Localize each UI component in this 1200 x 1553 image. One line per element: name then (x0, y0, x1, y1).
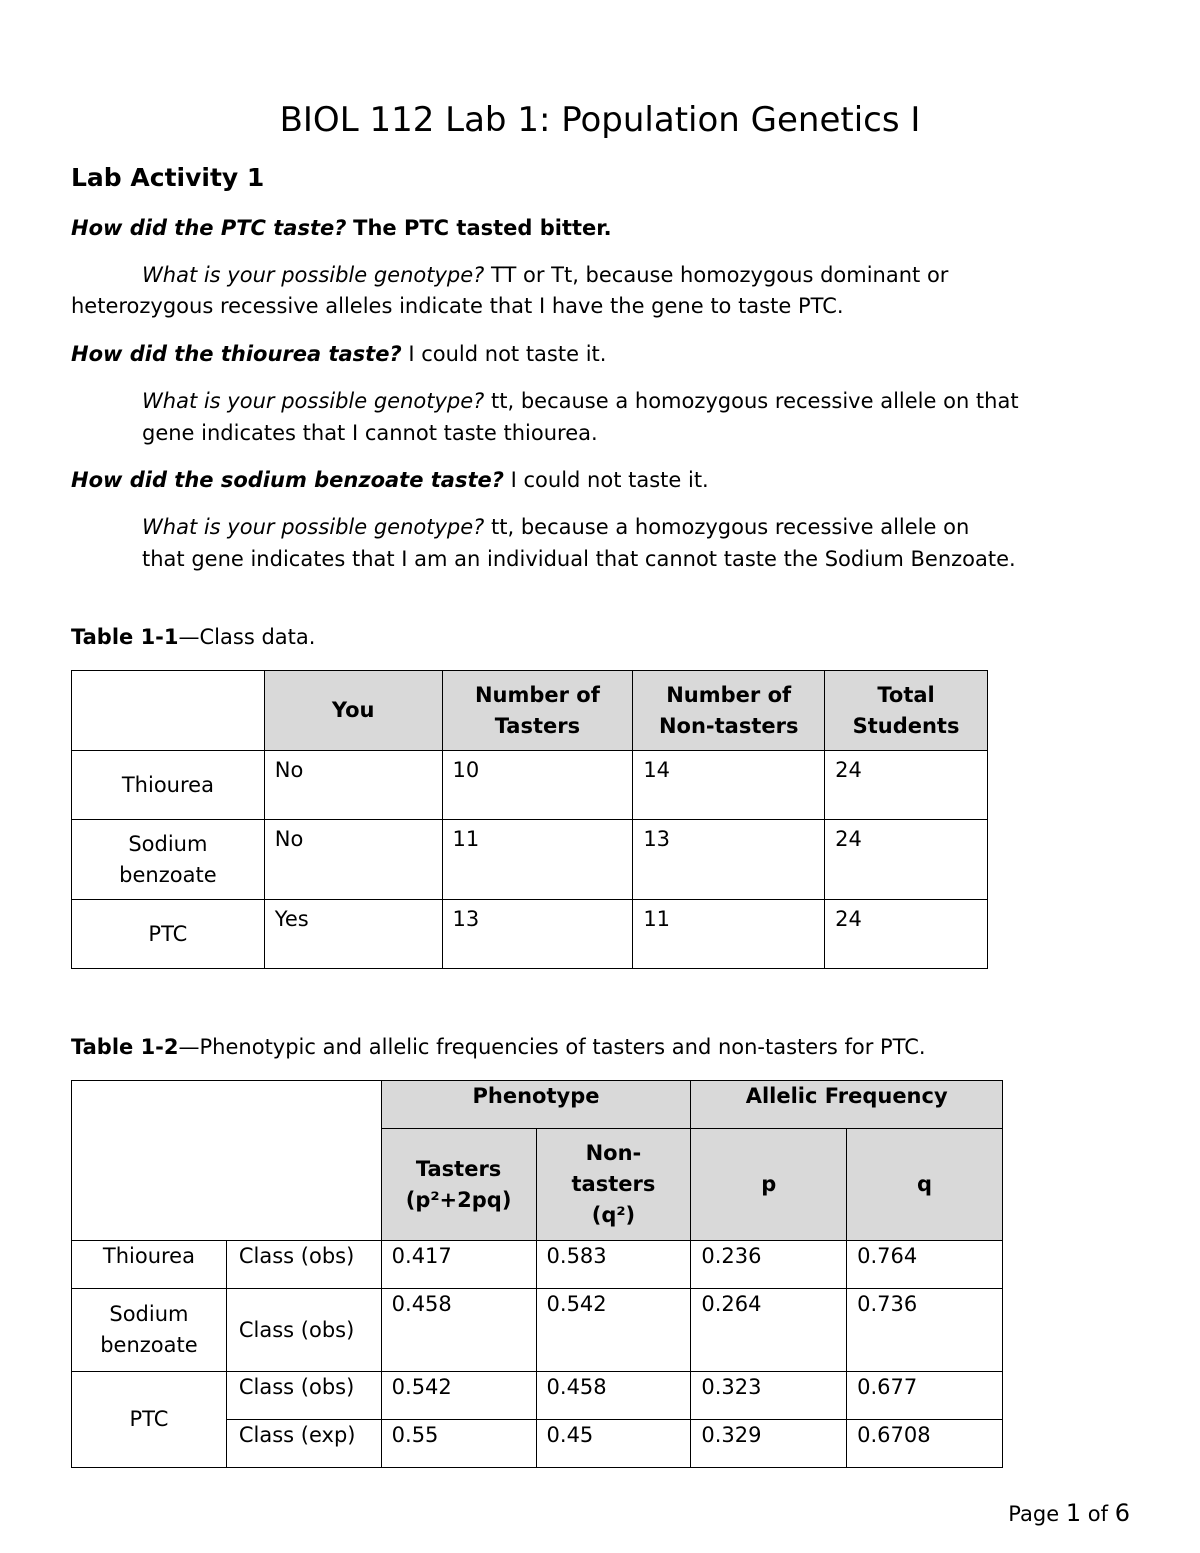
header-tasters-line2: (p²+2pq) (405, 1187, 512, 1212)
table-row (72, 900, 988, 969)
table1-header-total (825, 671, 988, 751)
table-row (72, 1289, 1003, 1372)
table2-header-nontasters (536, 1129, 691, 1241)
row-label (72, 820, 265, 900)
cell-p: 0.329 (691, 1420, 847, 1468)
of-word: of (1087, 1502, 1109, 1526)
cell-nontasters: 0.542 (536, 1289, 691, 1372)
cell-q: 0.677 (847, 1372, 1003, 1420)
genotype-ptc-question: What is your possible genotype? (142, 263, 485, 287)
cell-q: 0.736 (847, 1289, 1003, 1372)
table1-caption-label: Table 1-1 (71, 625, 179, 649)
answer-sodium-benzoate-text: I could not taste it. (510, 468, 709, 492)
table-row (72, 820, 988, 900)
row-group-text: Thiourea (102, 1244, 195, 1268)
cell-nontasters: 13 (633, 820, 825, 900)
cell-p: 0.323 (691, 1372, 847, 1420)
table2-caption (71, 1031, 926, 1063)
cell-total: 24 (825, 820, 988, 900)
table-row (72, 751, 988, 820)
cell-p: 0.264 (691, 1289, 847, 1372)
header-q-text: q (917, 1172, 933, 1196)
genotype-thiourea-line2: gene indicates that I cannot taste thiourea. (142, 421, 598, 445)
cell-total: 24 (825, 900, 988, 969)
header-you-text: You (331, 698, 375, 722)
class-data-table (71, 670, 988, 969)
cell-nontasters: 0.45 (536, 1420, 691, 1468)
cell-class: Class (obs) (226, 1289, 381, 1372)
table-row (72, 1241, 1003, 1289)
question-thiourea (71, 338, 606, 370)
genotype-sodium-benzoate-answer: tt, because a homozygous recessive allele on (491, 515, 970, 539)
cell-nontasters: 0.583 (536, 1241, 691, 1289)
header-allelic-text: Allelic Frequency (745, 1084, 948, 1108)
header-tasters-line1: Number of (474, 682, 600, 707)
header-nontasters-line2: tasters (571, 1172, 656, 1196)
section-heading: Lab Activity 1 (71, 163, 265, 192)
frequency-table (71, 1080, 1003, 1468)
header-p-text: p (761, 1172, 777, 1196)
row-group-text: PTC (129, 1407, 169, 1431)
header-total-line2: Students (852, 713, 960, 738)
cell-q: 0.764 (847, 1241, 1003, 1289)
table2-header-phenotype (381, 1081, 691, 1129)
header-phenotype-text: Phenotype (472, 1084, 600, 1108)
question-sodium-benzoate (71, 464, 709, 496)
table1-header-you (264, 671, 442, 751)
cell-p: 0.236 (691, 1241, 847, 1289)
cell-nontasters: 0.458 (536, 1372, 691, 1420)
cell-tasters: 13 (442, 900, 633, 969)
cell-tasters: 0.55 (381, 1420, 536, 1468)
page-word: Page (1008, 1502, 1060, 1526)
table-row (72, 1372, 1003, 1420)
genotype-thiourea-line1 (142, 385, 1019, 417)
header-nontasters-line1: Number of (666, 682, 792, 707)
table2-header-p (691, 1129, 847, 1241)
cell-tasters: 0.542 (381, 1372, 536, 1420)
page-footer (1008, 1497, 1130, 1530)
page-current: 1 (1065, 1499, 1082, 1527)
row-label-line1: Sodium (128, 831, 208, 856)
header-tasters-line1: Tasters (415, 1156, 502, 1181)
genotype-ptc-line2: heterozygous recessive alleles indicate that I have the gene to taste PTC. (71, 294, 844, 318)
cell-tasters: 11 (442, 820, 633, 900)
cell-class: Class (obs) (226, 1372, 381, 1420)
row-group-line1: Sodium (109, 1302, 189, 1326)
row-group-line2: benzoate (100, 1333, 198, 1357)
genotype-thiourea-answer: tt, because a homozygous recessive allele on that (491, 389, 1019, 413)
genotype-thiourea-question: What is your possible genotype? (142, 389, 485, 413)
row-label-line2: benzoate (119, 862, 217, 887)
genotype-ptc-line1 (142, 259, 948, 291)
cell-total: 24 (825, 751, 988, 820)
table1-header-tasters (442, 671, 633, 751)
cell-you: No (264, 820, 442, 900)
genotype-sodium-benzoate-line2: that gene indicates that I am an individual that cannot taste the Sodium Benzoate. (142, 547, 1016, 571)
table2-header-q (847, 1129, 1003, 1241)
cell-tasters: 10 (442, 751, 633, 820)
question-ptc (71, 212, 612, 244)
table1-caption-text: —Class data. (178, 625, 316, 649)
row-label (72, 751, 265, 820)
table2-header-allelic (691, 1081, 1003, 1129)
table2-header-row-1 (72, 1081, 1003, 1129)
table1-header-row (72, 671, 988, 751)
page-total: 6 (1114, 1499, 1130, 1527)
table1-header-empty (72, 671, 265, 751)
cell-nontasters: 14 (633, 751, 825, 820)
table2-header-empty (72, 1081, 382, 1241)
cell-tasters: 0.458 (381, 1289, 536, 1372)
table2-caption-label: Table 1-2 (71, 1035, 179, 1059)
table2-caption-text: —Phenotypic and allelic frequencies of tasters and non-tasters for PTC. (178, 1035, 926, 1059)
genotype-sodium-benzoate-line1 (142, 511, 969, 543)
table1-header-nontasters (633, 671, 825, 751)
cell-class: Class (exp) (226, 1420, 381, 1468)
row-label-text: PTC (148, 921, 188, 946)
row-group-label (72, 1289, 227, 1372)
question-sodium-benzoate-text: How did the sodium benzoate taste? (71, 468, 504, 492)
row-label (72, 900, 265, 969)
answer-thiourea-text: I could not taste it. (408, 342, 607, 366)
header-nontasters-line1: Non- (585, 1141, 642, 1165)
cell-you: Yes (264, 900, 442, 969)
header-total-line1: Total (877, 682, 935, 707)
cell-class: Class (obs) (226, 1241, 381, 1289)
table2-header-tasters (381, 1129, 536, 1241)
document-title: BIOL 112 Lab 1: Population Genetics I (279, 100, 921, 140)
cell-nontasters: 11 (633, 900, 825, 969)
row-group-label (72, 1241, 227, 1289)
cell-q: 0.6708 (847, 1420, 1003, 1468)
row-label-text: Thiourea (121, 772, 214, 797)
question-ptc-text: How did the PTC taste? (71, 216, 347, 240)
question-thiourea-text: How did the thiourea taste? (71, 342, 402, 366)
header-tasters-line2: Tasters (494, 713, 581, 738)
answer-ptc-text: The PTC tasted bitter. (353, 216, 612, 240)
cell-you: No (264, 751, 442, 820)
table1-caption (71, 621, 315, 653)
genotype-ptc-answer: TT or Tt, because homozygous dominant or (491, 263, 949, 287)
row-group-label (72, 1372, 227, 1468)
header-nontasters-line2: Non-tasters (658, 713, 799, 738)
genotype-sodium-benzoate-question: What is your possible genotype? (142, 515, 485, 539)
header-nontasters-line3: (q²) (591, 1203, 636, 1227)
cell-tasters: 0.417 (381, 1241, 536, 1289)
